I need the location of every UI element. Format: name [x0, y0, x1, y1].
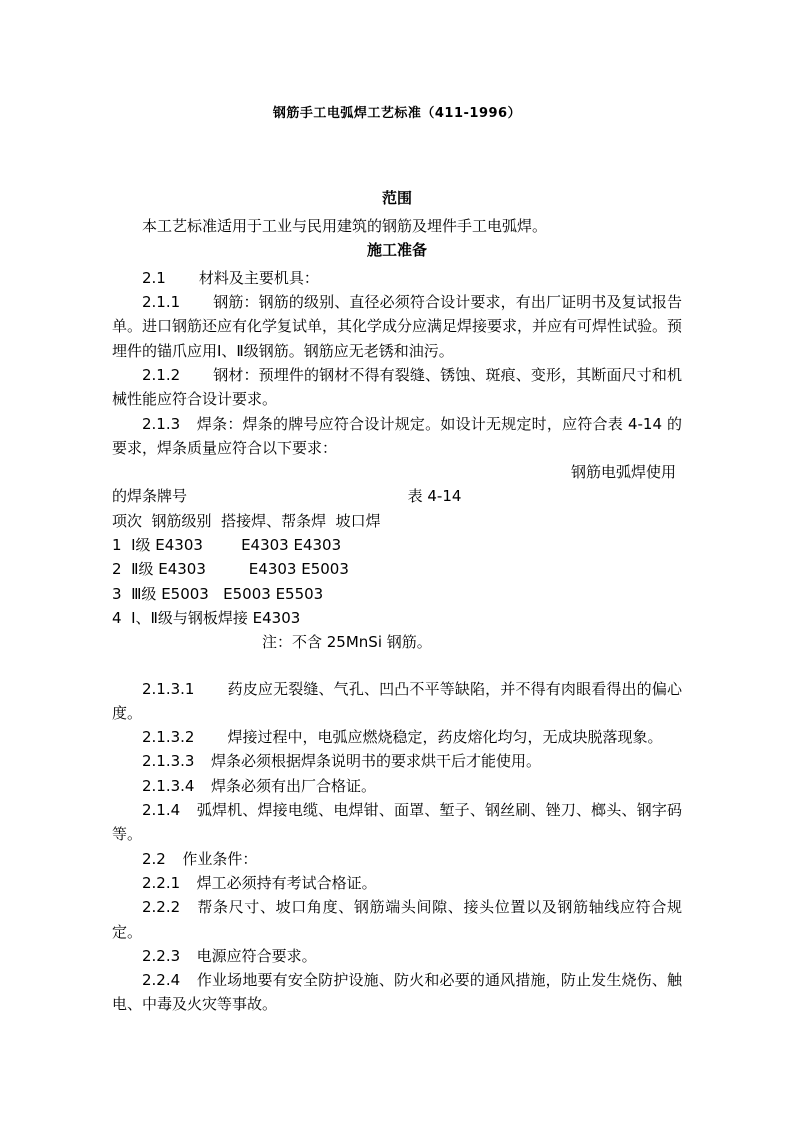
table-header-row: 项次 钢筋级别 搭接焊、帮条焊 坡口焊: [112, 511, 381, 530]
clause-2-2: [112, 847, 682, 871]
clause-2-2-2-num: 2.2.2: [142, 898, 181, 917]
clause-2-1-3-3-text: 焊条必须根据焊条说明书的要求烘干后才能使用。: [210, 752, 541, 771]
clause-2-2-4-num: 2.2.4: [142, 971, 181, 990]
clause-2-1-3-2-num: 2.1.3.2: [142, 728, 195, 747]
table-row: 2 Ⅱ级 E4303 E4303 E5003: [112, 560, 349, 579]
clause-2-2-num: 2.2: [142, 849, 166, 868]
table-caption-right: 钢筋电弧焊使用: [570, 463, 676, 482]
clause-2-1-3-3-num: 2.1.3.3: [142, 752, 195, 771]
clause-2-1-2: [112, 363, 682, 412]
clause-2-2-2: [112, 895, 682, 944]
table-4-14: [112, 509, 682, 655]
clause-2-1-4-num: 2.1.4: [142, 801, 181, 820]
clause-2-1-3-1-text: 药皮应无裂缝、气孔、凹凸不平等缺陷，并不得有肉眼看得出的偏心度。: [112, 679, 682, 722]
clause-2-2-1-num: 2.2.1: [142, 873, 181, 892]
clause-2-1-text: 材料及主要机具：: [198, 268, 319, 287]
paragraph-spacer: [112, 655, 682, 677]
clause-2-1-3-1: [112, 677, 682, 726]
clause-2-1-3-2: [112, 725, 682, 749]
clause-2-1-3-2-text: 焊接过程中，电弧应燃烧稳定，药皮熔化均匀，无成块脱落现象。: [227, 728, 663, 747]
title-spacer: [112, 124, 682, 186]
clause-2-1-3: [112, 412, 682, 461]
clause-2-1-4: [112, 798, 682, 847]
clause-2-1-num: 2.1: [142, 268, 166, 287]
table-note: 注：不含 25MnSi 钢筋。: [262, 633, 432, 652]
clause-2-1-4-text: 弧焊机、焊接电缆、电焊钳、面罩、堑子、钢丝刷、锉刀、榔头、钢字码等。: [112, 801, 682, 844]
clause-2-2-3: [112, 944, 682, 968]
clause-2-1-1: [112, 290, 682, 363]
clause-2-2-4-text: 作业场地要有安全防护设施、防火和必要的通风措施，防止发生烧伤、触电、中毒及火灾等事故。: [112, 971, 682, 1014]
clause-2-2-1-text: 焊工必须持有考试合格证。: [196, 873, 377, 892]
table-row: 1 Ⅰ级 E4303 E4303 E4303: [112, 536, 342, 555]
clause-2-1-3-1-num: 2.1.3.1: [142, 679, 195, 698]
table-row: 3 Ⅲ级 E5003 E5003 E5503: [112, 584, 324, 603]
clause-2-1-3-4: [112, 774, 682, 798]
clause-2-2-2-text: 帮条尺寸、坡口角度、钢筋端头间隙、接头位置以及钢筋轴线应符合规定。: [112, 898, 682, 941]
clause-2-1-3-4-num: 2.1.3.4: [142, 776, 195, 795]
clause-2-2-1: [112, 871, 682, 895]
document-title: 钢筋手工电弧焊工艺标准（411-1996）: [272, 106, 522, 121]
clause-2-1-3-4-text: 焊条必须有出厂合格证。: [210, 776, 376, 795]
table-caption-row: [112, 484, 682, 508]
clause-2-1: [112, 266, 682, 290]
table-number: 表 4-14: [407, 487, 462, 506]
table-caption-left: 的焊条牌号: [112, 487, 188, 506]
clause-2-1-3-3: [112, 749, 682, 773]
clause-2-1-2-num: 2.1.2: [142, 365, 181, 384]
clause-2-1-1-num: 2.1.1: [142, 293, 181, 312]
clause-2-1-2-text: 钢材：预埋件的钢材不得有裂缝、锈蚀、斑痕、变形，其断面尺寸和机械性能应符合设计要求。: [112, 365, 682, 409]
clause-2-2-3-num: 2.2.3: [142, 946, 181, 965]
table-row: 4 Ⅰ、Ⅱ级与钢板焊接 E4303: [112, 608, 301, 627]
clause-2-2-3-text: 电源应符合要求。: [196, 946, 317, 965]
clause-2-2-4: [112, 968, 682, 1017]
scope-paragraph: 本工艺标准适用于工业与民用建筑的钢筋及埋件手工电弧焊。: [142, 216, 548, 235]
section-heading-preparation: 施工准备: [366, 240, 427, 259]
clause-2-1-3-num: 2.1.3: [142, 414, 181, 433]
clause-2-1-1-text: 钢筋：钢筋的级别、直径必须符合设计要求，有出厂证明书及复试报告单。进口钢筋还应有化学复试单，其化学成分应满足焊接要求，并应有可焊性试验。预埋件的锚爪应用Ⅰ、Ⅱ级钢筋。钢筋应无老锈和油污。: [112, 293, 683, 360]
clause-2-1-3-text: 焊条：焊条的牌号应符合设计规定。如设计无规定时，应符合表 4-14 的要求，焊条质量应符合以下要求：: [112, 414, 682, 457]
section-heading-scope: 范围: [381, 188, 412, 207]
clause-2-2-text: 作业条件：: [182, 849, 258, 868]
